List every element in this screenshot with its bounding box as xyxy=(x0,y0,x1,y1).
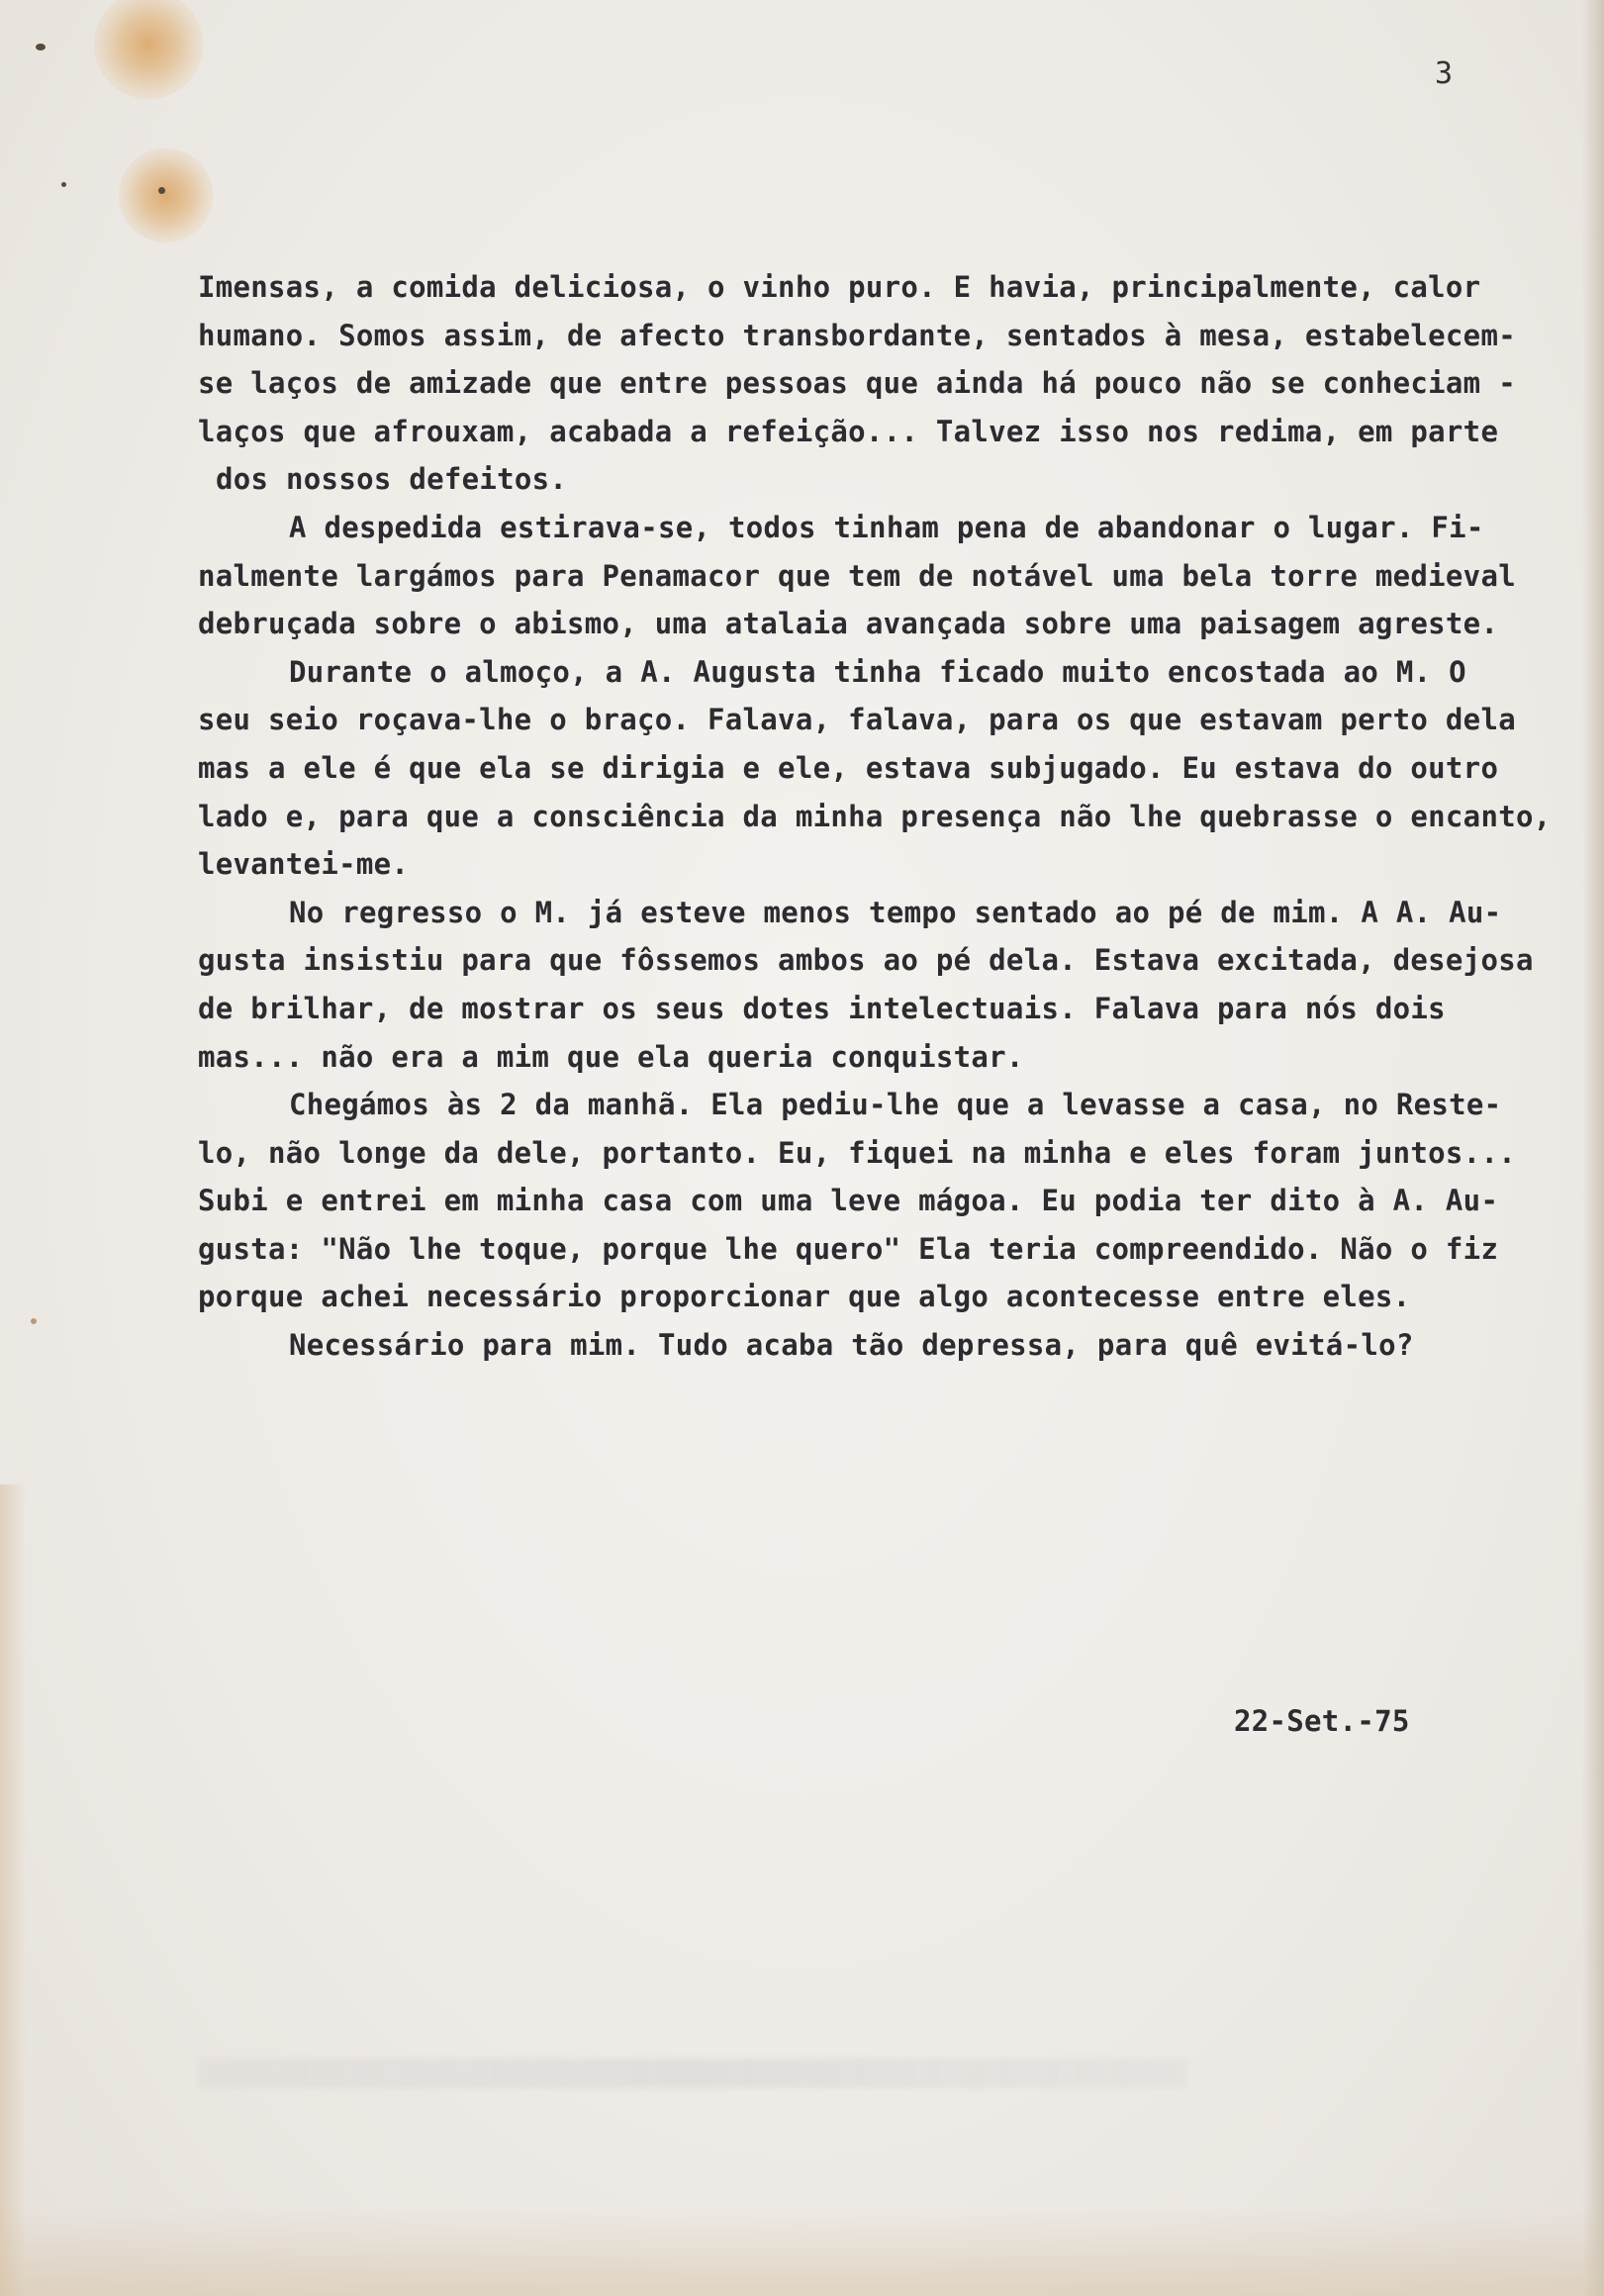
text-line: lado e, para que a consciência da minha presença não lhe quebrasse o encanto, xyxy=(198,799,1552,833)
text-line: se laços de amizade que entre pessoas que ainda há pouco não se conheciam - xyxy=(198,366,1516,401)
text-line: nalmente largámos para Penamacor que tem de notável uma bela torre medieval xyxy=(198,558,1516,593)
text-line: levantei-me. xyxy=(198,847,410,882)
rust-stain-middle xyxy=(119,148,213,242)
reverse-side-bleed-through xyxy=(198,2058,1187,2088)
paragraph-start-line: Necessário para mim. Tudo acaba tão depressa, para quê evitá-lo? xyxy=(289,1328,1414,1363)
page-number: 3 xyxy=(1435,56,1454,91)
paragraph-start-line: A despedida estirava-se, todos tinham pena de abandonar o lugar. Fi- xyxy=(289,510,1484,544)
text-line: humano. Somos assim, de afecto transbordante, sentados à mesa, estabelecem- xyxy=(198,318,1516,352)
text-line: porque achei necessário proporcionar que algo acontecesse entre eles. xyxy=(198,1280,1411,1314)
text-line: gusta: "Não lhe toque, porque lhe quero" Ela teria compreendido. Não o fiz xyxy=(198,1231,1499,1266)
text-line: dos nossos defeitos. xyxy=(216,462,568,497)
text-line: lo, não longe da dele, portanto. Eu, fiquei na minha e eles foram juntos... xyxy=(198,1135,1516,1170)
text-line: seu seio roçava-lhe o braço. Falava, falava, para os que estavam perto dela xyxy=(198,703,1516,737)
typed-letter-body xyxy=(198,263,1578,1370)
paper-bottom-discoloration xyxy=(0,2207,1604,2296)
paragraph-start-line: Chegámos às 2 da manhã. Ela pediu-lhe que a levasse a casa, no Reste- xyxy=(289,1088,1502,1122)
text-line: gusta insistiu para que fôssemos ambos ao pé dela. Estava excitada, desejosa xyxy=(198,943,1534,978)
ink-speck xyxy=(36,44,46,50)
text-line: mas... não era a mim que ela queria conquistar. xyxy=(198,1039,1024,1074)
text-line: laços que afrouxam, acabada a refeição... Talvez isso nos redima, em parte xyxy=(198,414,1499,448)
ink-speck xyxy=(158,187,165,194)
ink-speck xyxy=(61,182,66,187)
paper-edge-shadow xyxy=(1582,0,1604,2296)
text-line: Imensas, a comida deliciosa, o vinho puro. E havia, principalmente, calor xyxy=(198,270,1481,304)
text-line: debruçada sobre o abismo, uma atalaia avançada sobre uma paisagem agreste. xyxy=(198,607,1499,641)
document-date: 22-Set.-75 xyxy=(1234,1704,1410,1738)
text-line: de brilhar, de mostrar os seus dotes intelectuais. Falava para nós dois xyxy=(198,991,1446,1025)
paper-edge-discoloration xyxy=(0,1484,26,2296)
paragraph-start-line: Durante o almoço, a A. Augusta tinha ficado muito encostada ao M. O xyxy=(289,654,1466,689)
rust-stain-top xyxy=(94,0,203,99)
text-line: Subi e entrei em minha casa com uma leve mágoa. Eu podia ter dito à A. Au- xyxy=(198,1184,1499,1218)
paragraph-start-line: No regresso o M. já esteve menos tempo sentado ao pé de mim. A A. Au- xyxy=(289,895,1502,929)
text-line: mas a ele é que ela se dirigia e ele, estava subjugado. Eu estava do outro xyxy=(198,750,1499,785)
ink-speck xyxy=(31,1318,37,1324)
